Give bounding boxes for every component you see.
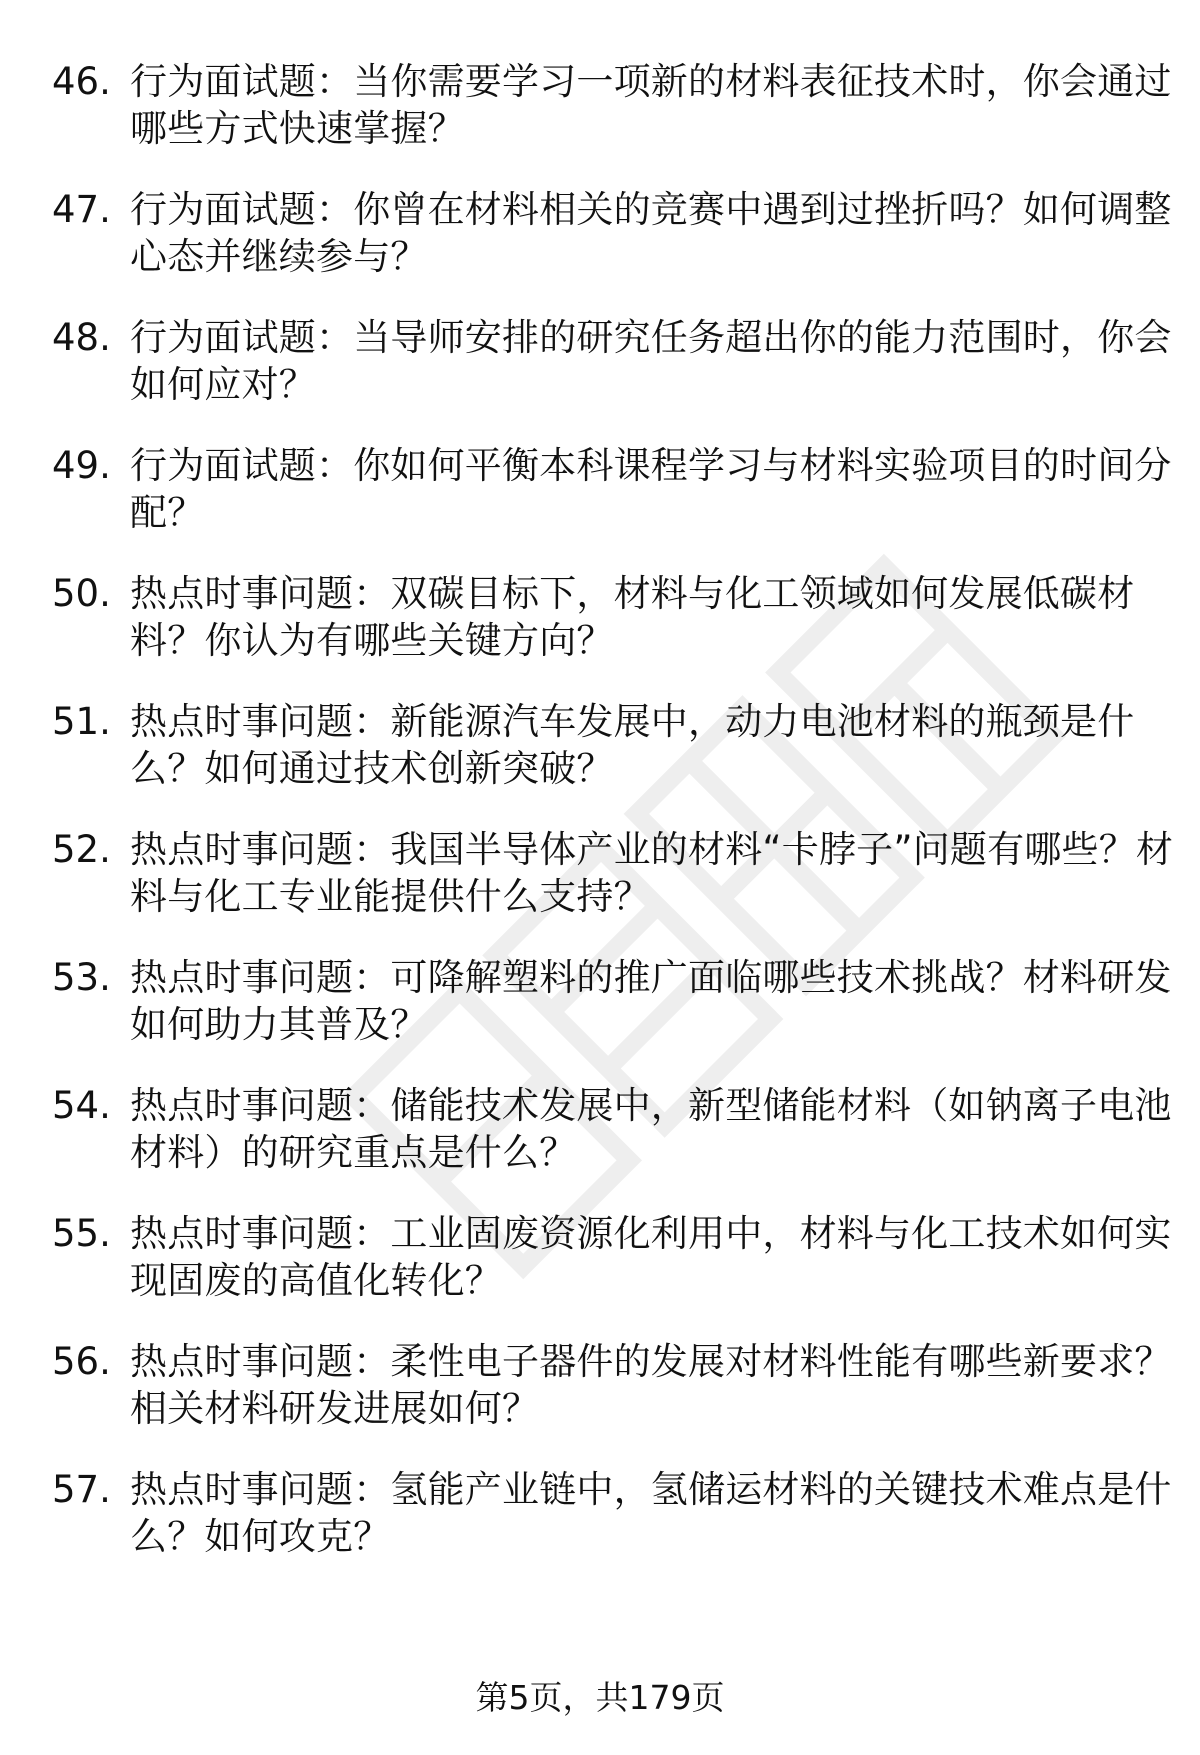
question-item: [52, 1466, 1172, 1594]
question-number: 54.: [52, 1084, 111, 1127]
question-text: 热点时事问题：氢能产业链中，氢储运材料的关键技术难点是什么？如何攻克？: [130, 1468, 1172, 1558]
question-number: 48.: [52, 316, 111, 359]
question-number: 46.: [52, 60, 111, 103]
question-text: 热点时事问题：工业固废资源化利用中，材料与化工技术如何实现固废的高值化转化？: [130, 1212, 1172, 1302]
question-item: [52, 442, 1172, 570]
question-number: 55.: [52, 1212, 111, 1255]
question-text: 热点时事问题：可降解塑料的推广面临哪些技术挑战？材料研发如何助力其普及？: [130, 956, 1172, 1046]
question-item: [52, 314, 1172, 442]
question-item: [52, 186, 1172, 314]
question-number: 57.: [52, 1468, 111, 1511]
question-item: [52, 1338, 1172, 1466]
page-footer: 第5页，共179页: [475, 1678, 725, 1717]
question-text: 行为面试题：当导师安排的研究任务超出你的能力范围时，你会如何应对？: [130, 316, 1172, 406]
question-number: 49.: [52, 444, 111, 487]
question-item: [52, 58, 1172, 186]
question-text: 热点时事问题：新能源汽车发展中，动力电池材料的瓶颈是什么？如何通过技术创新突破？: [130, 700, 1135, 790]
question-item: [52, 570, 1162, 698]
question-item: [52, 826, 1174, 954]
question-text: 热点时事问题：我国半导体产业的材料“卡脖子”问题有哪些？材料与化工专业能提供什么支持？: [130, 828, 1174, 918]
question-item: [52, 1082, 1172, 1210]
question-item: [52, 954, 1172, 1082]
question-number: 51.: [52, 700, 111, 743]
question-text: 热点时事问题：柔性电子器件的发展对材料性能有哪些新要求？相关材料研发进展如何？: [130, 1340, 1172, 1430]
question-text: 行为面试题：你如何平衡本科课程学习与材料实验项目的时间分配？: [130, 444, 1172, 534]
question-number: 56.: [52, 1340, 111, 1383]
question-item: [52, 1210, 1172, 1338]
question-number: 50.: [52, 572, 111, 615]
question-number: 53.: [52, 956, 111, 999]
question-number: 52.: [52, 828, 111, 871]
question-list: [52, 58, 1174, 1594]
question-text: 热点时事问题：储能技术发展中，新型储能材料（如钠离子电池材料）的研究重点是什么？: [130, 1084, 1172, 1174]
question-text: 行为面试题：当你需要学习一项新的材料表征技术时，你会通过哪些方式快速掌握？: [130, 60, 1172, 150]
question-text: 热点时事问题：双碳目标下，材料与化工领域如何发展低碳材料？你认为有哪些关键方向？: [130, 572, 1135, 662]
question-text: 行为面试题：你曾在材料相关的竞赛中遇到过挫折吗？如何调整心态并继续参与？: [130, 188, 1172, 278]
question-number: 47.: [52, 188, 111, 231]
question-item: [52, 698, 1162, 826]
